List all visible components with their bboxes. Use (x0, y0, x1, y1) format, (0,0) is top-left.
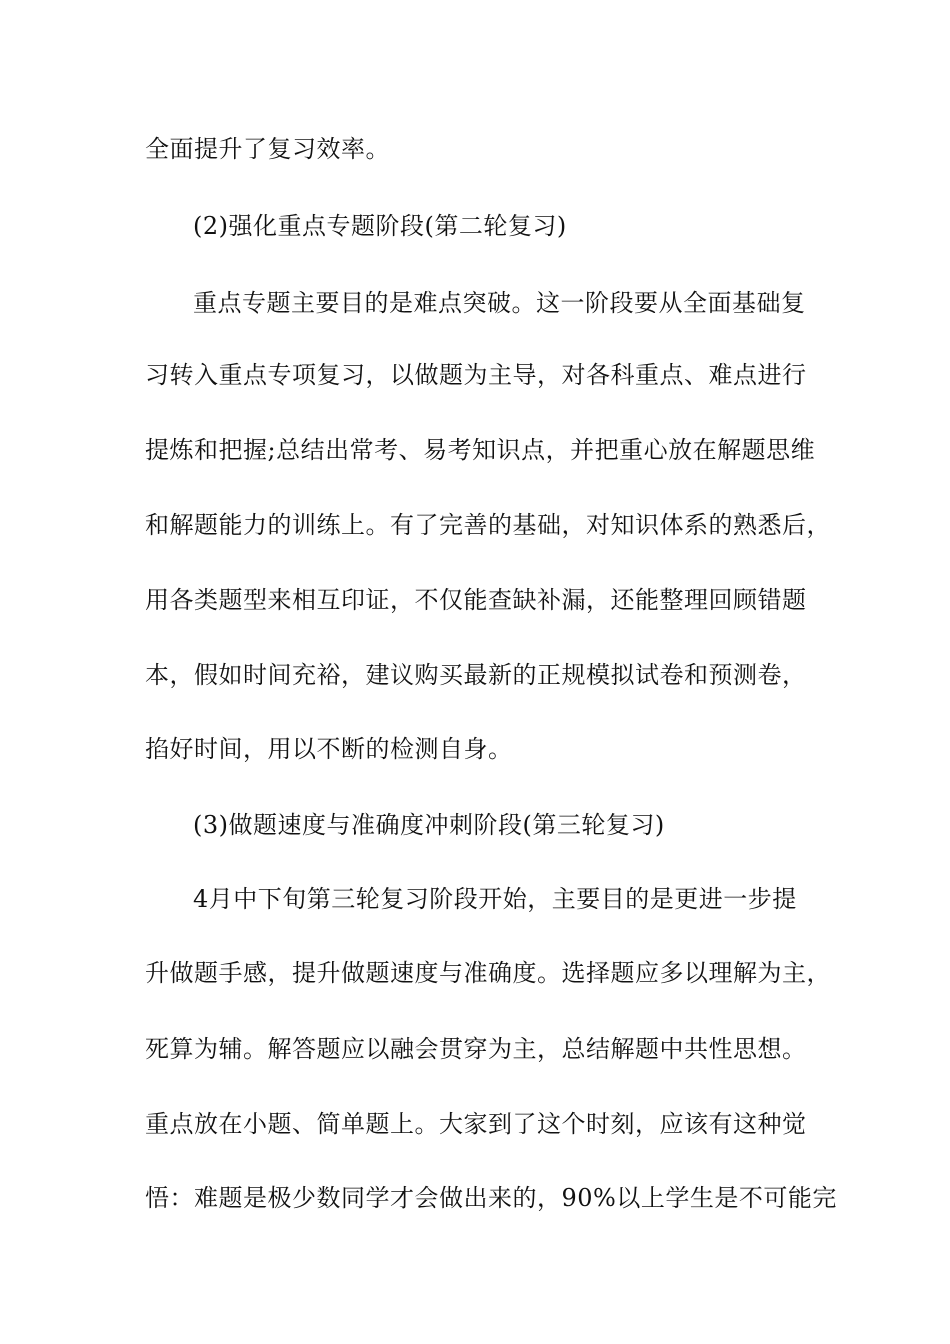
paragraph-line: 和解题能力的训练上。有了完善的基础，对知识体系的熟悉后， (145, 511, 831, 539)
paragraph-line: 本，假如时间充裕，建议购买最新的正规模拟试卷和预测卷， (145, 661, 807, 689)
paragraph-line: 用各类题型来相互印证，不仅能查缺补漏，还能整理回顾错题 (145, 586, 807, 614)
paragraph-line: 重点专题主要目的是难点突破。这一阶段要从全面基础复 (193, 289, 806, 317)
paragraph-line: 悟：难题是极少数同学才会做出来的，90%以上学生是不可能完 (145, 1184, 837, 1212)
section-heading: (3)做题速度与准确度冲刺阶段(第三轮复习) (193, 811, 665, 839)
paragraph-line: 重点放在小题、简单题上。大家到了这个时刻，应该有这种觉 (145, 1110, 807, 1138)
paragraph-line: 升做题手感，提升做题速度与准确度。选择题应多以理解为主， (145, 959, 831, 987)
paragraph-line: 死算为辅。解答题应以融会贯穿为主，总结解题中共性思想。 (145, 1035, 807, 1063)
paragraph-line: 4月中下旬第三轮复习阶段开始，主要目的是更进一步提 (193, 885, 797, 913)
paragraph-line: 提炼和把握;总结出常考、易考知识点，并把重心放在解题思维 (145, 436, 816, 464)
paragraph-line: 习转入重点专项复习，以做题为主导，对各科重点、难点进行 (145, 361, 807, 389)
section-heading: (2)强化重点专题阶段(第二轮复习) (193, 212, 567, 240)
paragraph-line: 全面提升了复习效率。 (145, 135, 390, 163)
paragraph-line: 掐好时间，用以不断的检测自身。 (145, 735, 513, 763)
